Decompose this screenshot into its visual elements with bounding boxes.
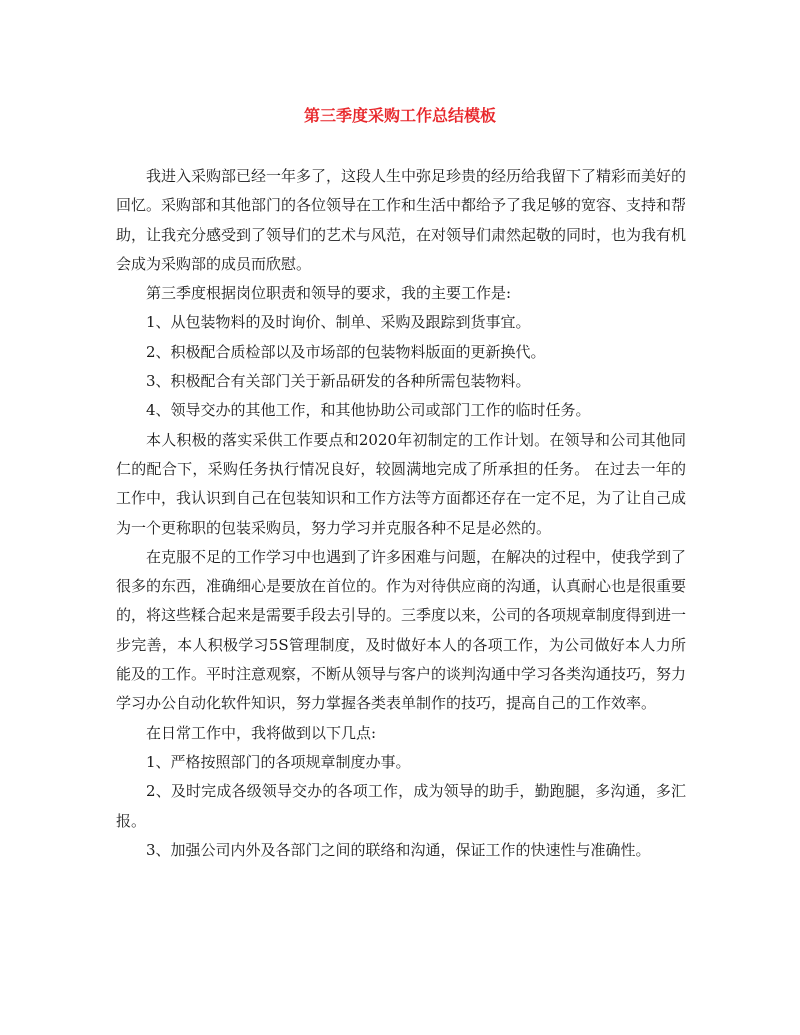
paragraph-duties-heading: 第三季度根据岗位职责和领导的要求，我的主要工作是: [146, 284, 512, 303]
list-item-duty-2: 2、积极配合质检部以及市场部的包装物料版面的更新换代。 [146, 342, 546, 361]
paragraph-learning: 在克服不足的工作学习中也遇到了许多困难与问题，在解决的过程中，使我学到了很多的东西，准确细心是要放在首位的。作为对待供应商的沟通，认真耐心也是很重要的，将这些糅合起来是需要手段去引导的。三季度以来，公司的各项规章制度得到进一步完善，本人积极学习5S管理制度，及时做好本人的各项工作，为公司做好本人力所能及的工作。平时注意观察，不断从领导与客户的谈判沟通中学习各类沟通技巧，努力学习办公自动化软件知识，努力掌握各类表单制作的技巧，提高自己的工作效率。 [116, 547, 687, 713]
paragraph-goals-heading: 在日常工作中，我将做到以下几点: [146, 723, 377, 742]
list-item-goal-1: 1、严格按照部门的各项规章制度办事。 [146, 752, 411, 771]
list-item-goal-3: 3、加强公司内外及各部门之间的联络和沟通，保证工作的快速性与准确性。 [146, 840, 651, 859]
document-body [116, 162, 686, 865]
document-title: 第三季度采购工作总结模板 [303, 106, 496, 125]
list-item-duty-1: 1、从包装物料的及时询价、制单、采购及跟踪到货事宜。 [146, 313, 531, 332]
list-item-duty-4: 4、领导交办的其他工作，和其他协助公司或部门工作的临时任务。 [146, 401, 591, 420]
list-item-duty-3: 3、积极配合有关部门关于新品研发的各种所需包装物料。 [146, 372, 531, 391]
paragraph-work-plan: 本人积极的落实采供工作要点和2020年初制定的工作计划。在领导和公司其他同仁的配合下，采购任务执行情况良好，较圆满地完成了所承担的任务。 在过去一年的工作中，我认识到自己在包装知识和工作方法等方面都还存在一定不足，为了让自己成为一个更称职的包装采购员，努力学习并克服各种不足是必然的。 [116, 430, 687, 537]
paragraph-intro: 我进入采购部已经一年多了，这段人生中弥足珍贵的经历给我留下了精彩而美好的回忆。采购部和其他部门的各位领导在工作和生活中都给予了我足够的宽容、支持和帮助，让我充分感受到了领导们的艺术与风范，在对领导们肃然起敬的同时，也为我有机会成为采购部的成员而欣慰。 [116, 167, 687, 273]
list-item-goal-2: 2、及时完成各级领导交办的各项工作，成为领导的助手，勤跑腿，多沟通，多汇报。 [116, 782, 686, 830]
